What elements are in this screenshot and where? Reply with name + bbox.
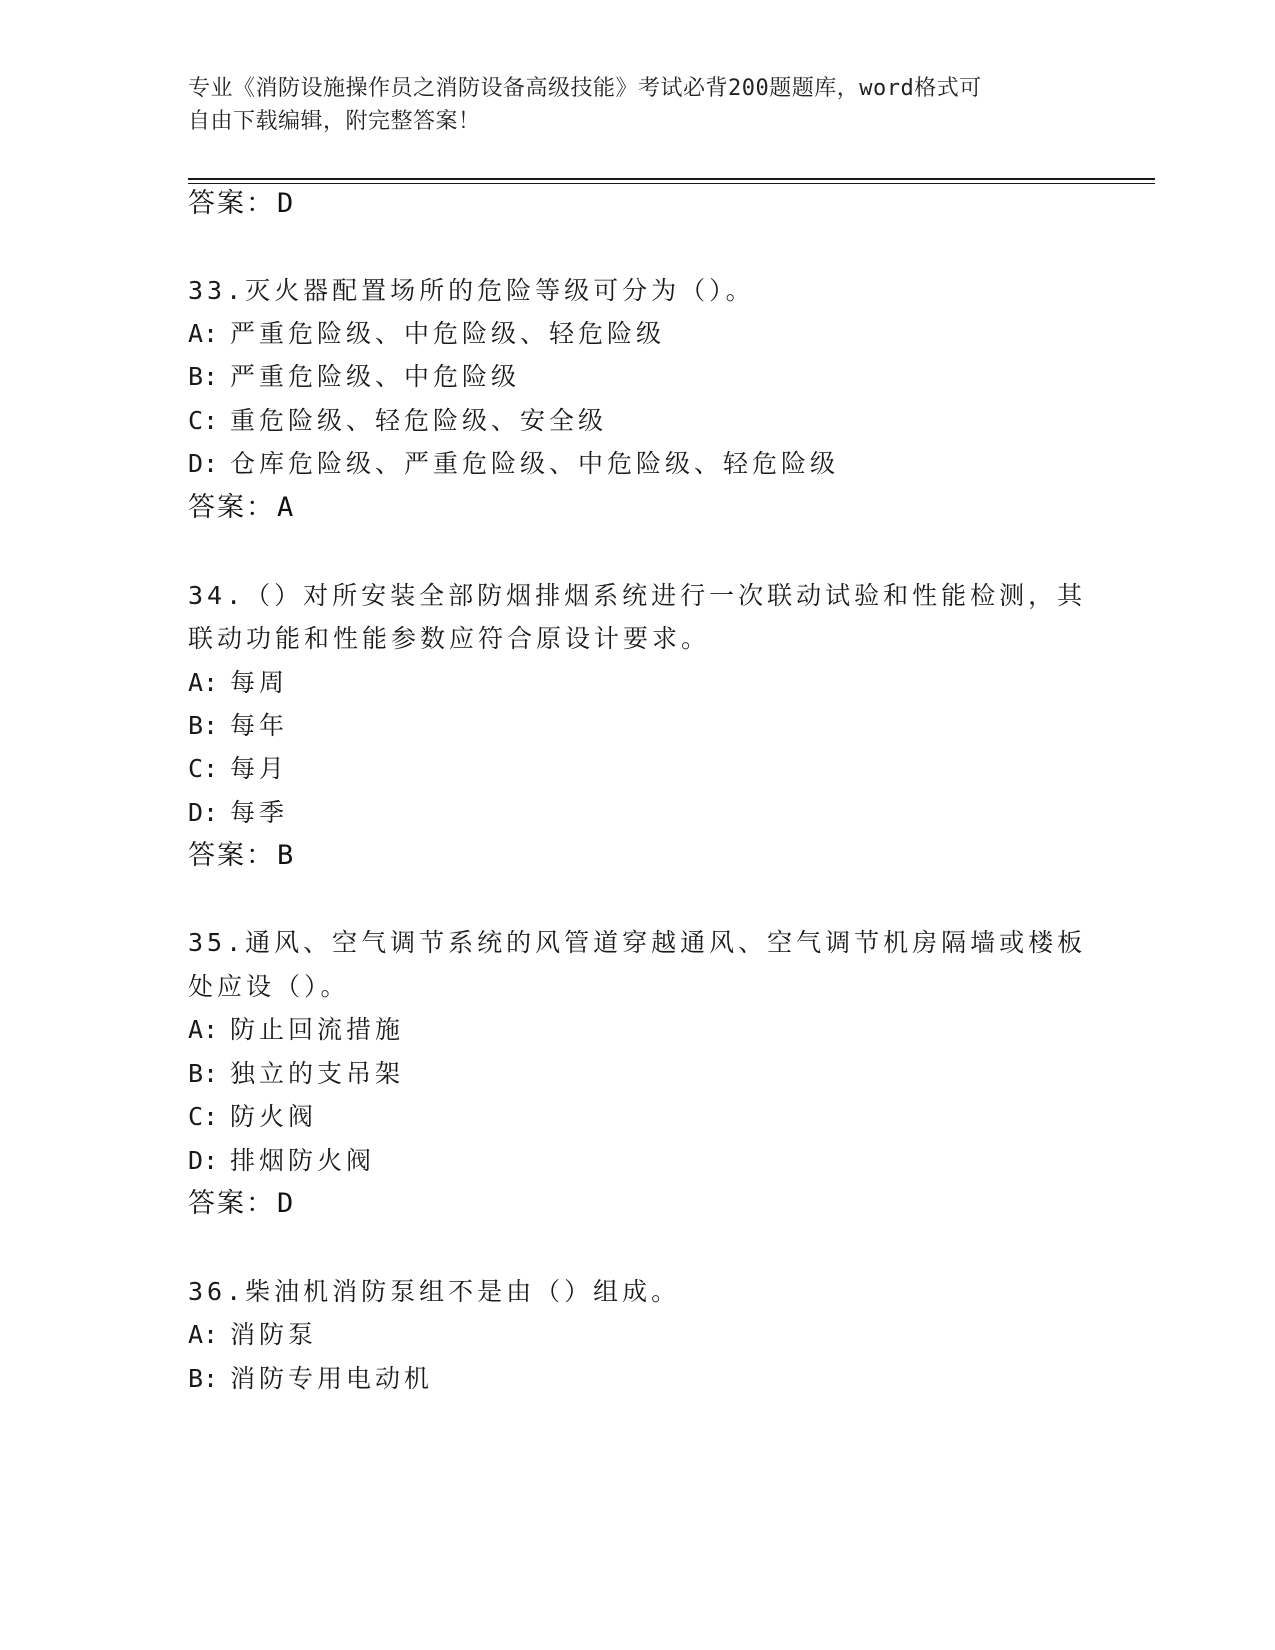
question-33-option-d	[188, 441, 839, 486]
option-text: 消防专用电动机	[230, 1364, 434, 1393]
question-36-option-a	[188, 1312, 317, 1357]
option-key: D:	[188, 1146, 219, 1175]
option-key: A:	[188, 1015, 219, 1044]
answer-value: D	[277, 1188, 294, 1219]
option-key: C:	[188, 754, 219, 783]
option-key: A:	[188, 319, 219, 348]
question-35-option-a	[188, 1007, 404, 1052]
option-text: 每周	[230, 668, 289, 697]
option-text: 排烟防火阀	[230, 1146, 376, 1175]
answer-line	[188, 181, 293, 226]
question-33-option-b	[188, 354, 520, 399]
answer-label: 答案：	[188, 1188, 275, 1219]
option-key: A:	[188, 1320, 219, 1349]
option-text: 防止回流措施	[230, 1015, 405, 1044]
question-33-stem: 33.灭火器配置场所的危险等级可分为（）。	[188, 276, 755, 305]
question-35-stem: 35.通风、空气调节系统的风管道穿越通风、空气调节机房隔墙或楼板	[188, 928, 1087, 957]
header-rule-thin	[188, 183, 1155, 184]
option-key: B:	[188, 711, 219, 740]
header-rule	[188, 178, 1155, 180]
question-35-option-c	[188, 1094, 317, 1139]
option-text: 每月	[230, 754, 289, 783]
question-35-option-b	[188, 1051, 404, 1096]
question-34-stem: 34.（）对所安装全部防烟排烟系统进行一次联动试验和性能检测，其	[188, 581, 1087, 610]
answer-line	[188, 1181, 293, 1226]
option-text: 防火阀	[230, 1102, 318, 1131]
option-key: C:	[188, 406, 219, 435]
question-34-option-d	[188, 790, 288, 835]
option-key: B:	[188, 362, 219, 391]
header-line-2: 自由下载编辑，附完整答案！	[188, 109, 481, 134]
question-36-option-b	[188, 1356, 433, 1401]
question-34-stem-cont: 联动功能和性能参数应符合原设计要求。	[188, 624, 711, 653]
answer-value: B	[277, 840, 294, 871]
answer-label: 答案：	[188, 840, 275, 871]
option-text: 仓库危险级、严重危险级、中危险级、轻危险级	[230, 449, 840, 478]
option-text: 每年	[230, 711, 289, 740]
answer-label: 答案：	[188, 492, 275, 523]
answer-value: D	[277, 188, 294, 219]
header-line-1: 专业《消防设施操作员之消防设备高级技能》考试必背200题题库，word格式可	[188, 76, 982, 101]
option-key: B:	[188, 1364, 219, 1393]
question-34-option-c	[188, 746, 288, 791]
option-text: 每季	[230, 798, 289, 827]
option-text: 重危险级、轻危险级、安全级	[230, 406, 608, 435]
question-34-option-b	[188, 703, 288, 748]
question-34-option-a	[188, 660, 288, 705]
answer-label: 答案：	[188, 188, 275, 219]
option-text: 严重危险级、中危险级	[230, 362, 521, 391]
option-key: A:	[188, 668, 219, 697]
option-key: C:	[188, 1102, 219, 1131]
option-text: 独立的支吊架	[230, 1059, 405, 1088]
option-text: 严重危险级、中危险级、轻危险级	[230, 319, 666, 348]
option-key: D:	[188, 798, 219, 827]
question-35-stem-cont: 处应设（）。	[188, 972, 350, 1001]
answer-line	[188, 485, 293, 530]
document-header	[188, 72, 1088, 138]
question-33-option-a	[188, 311, 665, 356]
option-key: B:	[188, 1059, 219, 1088]
question-36-stem: 36.柴油机消防泵组不是由（）组成。	[188, 1277, 681, 1306]
option-text: 消防泵	[230, 1320, 318, 1349]
option-key: D:	[188, 449, 219, 478]
answer-line	[188, 833, 293, 878]
question-35-option-d	[188, 1138, 375, 1183]
answer-value: A	[277, 492, 294, 523]
question-33-option-c	[188, 398, 607, 443]
